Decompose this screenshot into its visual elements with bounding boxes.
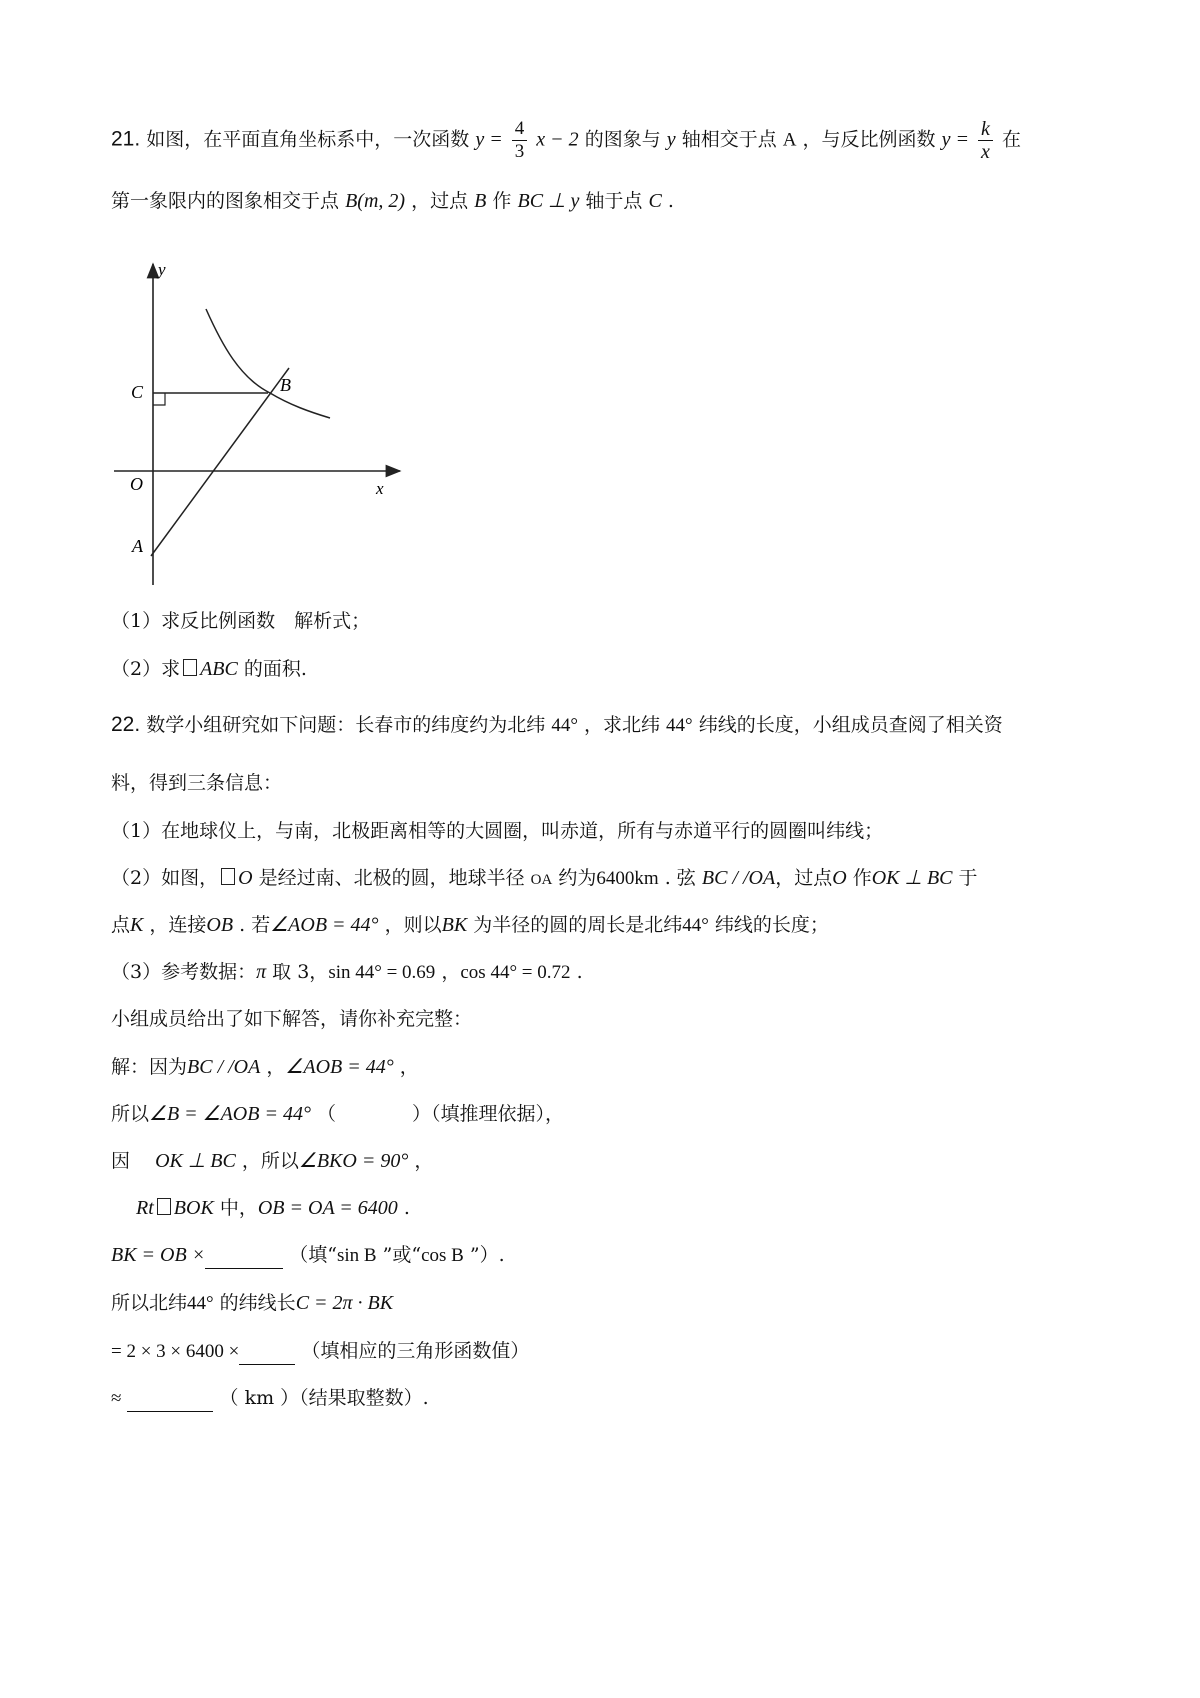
fraction-k-x [978,118,993,163]
text: 第一象限内的图象相交于点 [111,190,340,212]
text: . 弦 [664,867,696,889]
text: （填相应的三角形函数值） [301,1340,530,1362]
text: . [403,1197,410,1219]
text: 点 [111,914,131,936]
numerator: k [978,118,993,141]
math: cos B [421,1245,464,1266]
text: （ ）（填推理依据）， [317,1103,565,1125]
math: B [345,190,358,212]
math: BK = OB × [111,1244,206,1266]
label-x: x [376,479,384,498]
text: 如图，在平面直角坐标系中，一次函数 [146,128,470,151]
text: ，连接 [149,914,207,936]
q22-info1 [111,818,883,844]
math: 44° [682,915,709,936]
label-c: C [131,382,144,402]
math: ∠AOB = 44° [285,1056,394,1078]
answer-blank[interactable] [127,1385,213,1412]
text: （2）如图， [111,867,219,889]
math: ∠B = ∠AOB = 44° [149,1103,311,1125]
text: . 若 [239,914,271,936]
q22-s4 [136,1195,410,1221]
math: y = [475,128,503,151]
math: ∠BKO = 90° [298,1150,409,1172]
linear-function-line [151,368,289,556]
math: BC ⊥ y [517,190,580,212]
q22-info2 [111,865,978,893]
math: OK ⊥ BC [155,1150,236,1172]
triangle-symbol-icon [157,1198,171,1215]
q22-s5 [111,1242,505,1269]
q22-info3 [111,959,583,986]
q21-figure [100,258,410,598]
text: 作 [492,190,512,212]
math: 6400km [596,868,659,889]
math: y [666,128,676,151]
fraction-4-3 [512,118,528,163]
text: 料，得到三条信息： [111,772,283,794]
text: ， [414,1150,434,1172]
q21-part2 [111,656,307,682]
answer-blank[interactable] [239,1338,295,1365]
triangle-symbol-icon [183,659,197,676]
text: . [667,190,674,212]
label-o: O [130,474,143,494]
text: ”或“ [382,1244,422,1266]
math: π [256,961,267,983]
math: ∠AOB = 44° [270,914,379,936]
math: cos 44° = 0.72 [460,962,571,983]
text: 解：因为 [111,1056,188,1078]
math: B [474,190,487,212]
text: . [576,961,583,983]
text: （填“ [289,1244,337,1266]
point-label: A [782,129,797,151]
q22-sol-intro [111,1006,472,1032]
right-angle-mark [153,393,165,405]
math: sin 44° = 0.69 [328,962,436,983]
math: BOK [173,1197,214,1219]
text: 因 [111,1150,150,1172]
text: （1）在地球仪上，与南，北极距离相等的大圆圈，叫赤道，所有与赤道平行的圆圈叫纬线； [111,820,884,842]
q22-intro2 [111,770,282,796]
text: 所以北纬 [111,1292,188,1314]
text: 所以 [111,1103,150,1125]
q22-info2b [111,912,829,939]
text: 纬线的长度； [714,914,829,936]
q22-intro [111,712,1003,739]
math: O [832,867,847,889]
text: 纬线的长度，小组成员查阅了相关资 [698,714,1003,736]
q21-line2 [111,188,674,214]
math: x − 2 [536,128,579,151]
math: OB [206,914,234,936]
label-b: B [280,375,291,395]
text: ， [399,1056,419,1078]
text: ，则以 [384,914,442,936]
math: BC / /OA [187,1056,261,1078]
text: ，所以 [241,1150,299,1172]
text: 于 [958,867,978,889]
text: ，过点 [775,867,833,889]
text: ， [266,1056,286,1078]
text: 数学小组研究如下问题：长春市的纬度约为北纬 [146,714,546,736]
math: C = 2π · BK [295,1292,394,1314]
math: BK [441,914,468,936]
label-a: A [132,536,143,556]
text: 是经过南、北极的圆，地球半径 [258,867,525,889]
q22-s2 [111,1101,564,1127]
text: ”）. [469,1244,505,1266]
q22-s1 [111,1054,419,1080]
question-number: 21. [111,127,141,151]
q21-part1 [111,608,370,634]
text: ， [441,961,461,983]
math: 44° [187,1293,214,1314]
denominator: 3 [514,141,525,162]
text: ，与反比例函数 [802,128,936,151]
text: 小组成员给出了如下解答，请你补充完整： [111,1008,473,1030]
answer-blank[interactable] [205,1242,283,1269]
text: 在 [1001,128,1021,151]
denominator: x [981,141,990,163]
text: （2）求 [111,658,181,680]
math: K [130,914,144,936]
text: 的纬线长 [219,1292,296,1314]
text: 作 [852,867,872,889]
text: 取 3， [272,961,329,983]
question-number: 22. [111,713,141,736]
math: 44° [666,715,693,736]
math: BC / /OA [701,867,776,889]
math: OA [530,872,553,888]
math: ≈ [111,1388,122,1409]
q22-s7 [111,1338,529,1365]
math: OB = OA = 6400 [257,1197,398,1219]
hyperbola-curve [206,309,330,418]
math: = 2 × 3 × 6400 × [111,1341,240,1362]
text: 的面积. [243,658,307,680]
q21-line1 [111,118,1021,163]
math: sin B [336,1245,377,1266]
text: ，求北纬 [583,714,660,736]
text: ，过点 [411,190,469,212]
q22-s3 [111,1148,433,1174]
numerator: 4 [512,118,528,141]
math: C [648,190,662,212]
text: （3）参考数据： [111,961,257,983]
q22-s8 [111,1385,429,1412]
math: (m, 2) [357,190,406,212]
math: 44° [551,715,578,736]
text: 为半径的圆的周长是北纬 [473,914,683,936]
math: OK ⊥ BC [871,867,953,889]
math: ABC [200,658,238,680]
text: 中， [219,1197,258,1219]
text: （ km ）（结果取整数）. [219,1387,429,1409]
text: 的图象与 [584,128,661,151]
circle-symbol-icon [221,868,235,885]
math: O [238,867,253,889]
text: 轴于点 [585,190,643,212]
text: （1）求反比例函数 解析式； [111,610,371,632]
math: y = [941,128,969,151]
q22-s6 [111,1290,393,1317]
label-y: y [158,260,166,279]
text: 约为 [558,867,597,889]
text: 轴相交于点 [681,128,777,151]
math: Rt [136,1197,154,1219]
